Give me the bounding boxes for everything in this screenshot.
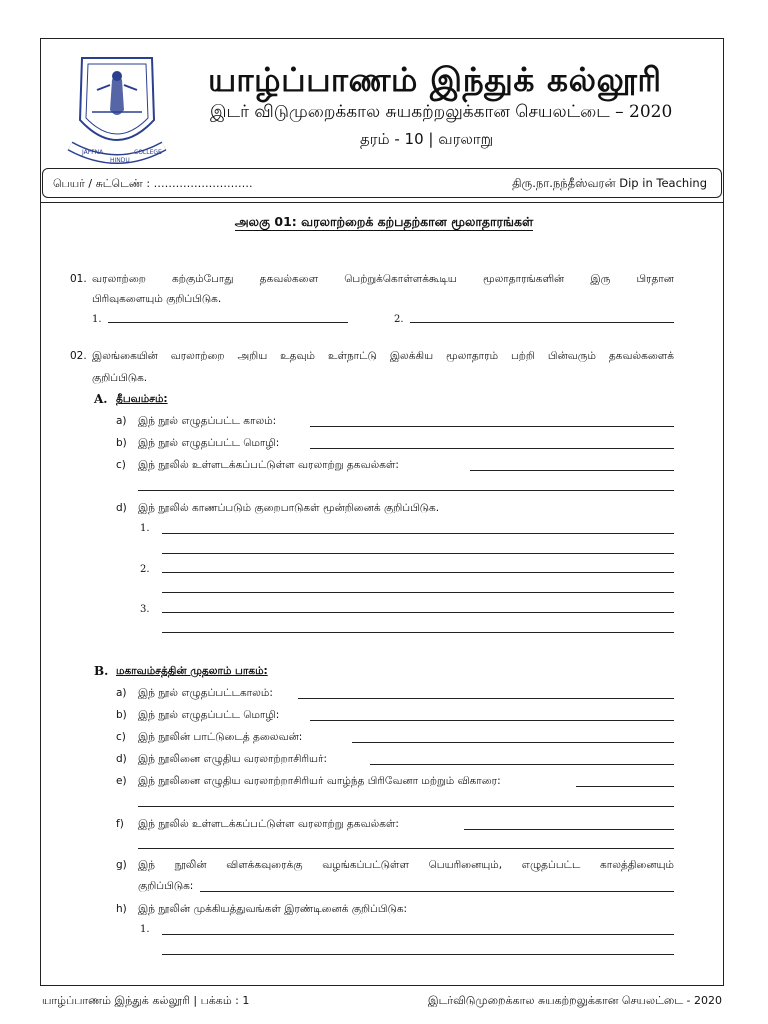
a-d-answer-1-line-1[interactable] xyxy=(162,533,674,534)
b-item-d-label: d) xyxy=(116,753,127,765)
b-item-e-line-2[interactable] xyxy=(138,806,674,807)
q1-answer-1-line[interactable] xyxy=(108,322,348,323)
q2-text: இலங்கையின் வரலாற்றை அறிய உதவும் உள்நாட்டு இலக்கிய மூலாதாரம் பற்றி பின்வரும் தகவல்களைக் xyxy=(92,350,674,362)
b-item-f-text: இந் நூலில் உள்ளடக்கப்பட்டுள்ள வரலாற்று தகவல்கள்: xyxy=(138,818,399,830)
section-a-label: A. xyxy=(94,392,108,406)
b-h-answer-1-line-1[interactable] xyxy=(162,934,674,935)
q1-text-cont: பிரிவுகளையும் குறிப்பிடுக. xyxy=(92,293,222,305)
q1-answer-2-line[interactable] xyxy=(410,322,674,323)
b-item-a-line[interactable] xyxy=(298,698,674,699)
q1-number: 01. xyxy=(70,273,87,285)
b-item-c-text: இந் நூலின் பாட்டுடைத் தலைவன்: xyxy=(138,731,303,743)
b-item-g-text-cont: குறிப்பிடுக: xyxy=(138,880,194,892)
a-item-c-text: இந் நூலில் உள்ளடக்கப்பட்டுள்ள வரலாற்று தகவல்கள்: xyxy=(138,459,399,471)
b-item-e-text: இந் நூலினை எழுதிய வரலாற்றாசிரியர் வாழ்ந்த பிரிவேனா மற்றும் விகாரை: xyxy=(138,775,501,787)
a-d-answer-1-number: 1. xyxy=(140,523,150,534)
student-info-box xyxy=(42,168,722,198)
q1-answer-2-number: 2. xyxy=(394,314,404,325)
b-item-a-text: இந் நூல் எழுதப்பட்டகாலம்: xyxy=(138,687,273,699)
b-item-h-text: இந் நூலின் முக்கியத்துவங்கள் இரண்டினைக் குறிப்பிடுக: xyxy=(138,903,408,915)
b-item-b-line[interactable] xyxy=(310,720,674,721)
a-item-a-label: a) xyxy=(116,415,127,427)
b-item-f-line-1[interactable] xyxy=(464,829,674,830)
b-item-a-label: a) xyxy=(116,687,127,699)
b-h-answer-1-number: 1. xyxy=(140,924,150,935)
a-item-b-label: b) xyxy=(116,437,127,449)
section-b-title: மகாவம்சத்தின் முதலாம் பாகம்: xyxy=(116,665,268,677)
b-item-d-text: இந் நூலினை எழுதிய வரலாற்றாசிரியர்: xyxy=(138,753,328,765)
footer-left: யாழ்ப்பாணம் இந்துக் கல்லூரி | பக்கம் : 1 xyxy=(42,994,250,1007)
section-b-label: B. xyxy=(94,664,109,678)
b-item-f-line-2[interactable] xyxy=(138,848,674,849)
a-item-d-text: இந் நூலில் காணப்படும் குறைபாடுகள் மூன்றினைக் குறிப்பிடுக. xyxy=(138,502,440,514)
school-name: யாழ்ப்பாணம் இந்துக் கல்லூரி xyxy=(208,60,662,99)
footer-right: இடர்விடுமுறைக்கால சுயகற்றலுக்கான செயலட்டை - 2020 xyxy=(427,994,722,1007)
q1-text: வரலாற்றை கற்கும்போது தகவல்களை பெற்றுக்கொள்ளக்கூடிய மூலாதாரங்களின் இரு பிரதான xyxy=(92,273,674,285)
a-item-a-line[interactable] xyxy=(310,426,674,427)
a-item-c-line-1[interactable] xyxy=(470,470,674,471)
name-index-label: பெயர் / சுட்டெண் : ……………………… xyxy=(53,177,253,190)
b-item-e-label: e) xyxy=(116,775,127,787)
b-item-g-label: g) xyxy=(116,859,127,871)
grade-subject: தரம் - 10 | வரலாறு xyxy=(360,130,494,148)
a-d-answer-2-number: 2. xyxy=(140,564,150,575)
q2-number: 02. xyxy=(70,350,87,362)
svg-text:HINDU: HINDU xyxy=(110,157,130,164)
a-d-answer-3-number: 3. xyxy=(140,604,150,615)
a-item-c-label: c) xyxy=(116,459,126,471)
b-h-answer-1-line-2[interactable] xyxy=(162,954,674,955)
a-item-c-line-2[interactable] xyxy=(138,490,674,491)
b-item-e-line-1[interactable] xyxy=(576,786,674,787)
b-item-h-label: h) xyxy=(116,903,127,915)
b-item-g-text: இந் நூலின் விளக்கவுரைக்கு வழங்கப்பட்டுள்ள பெயரினையும், எழுதப்பட்ட காலத்தினையும் xyxy=(138,859,674,871)
a-item-a-text: இந் நூல் எழுதப்பட்ட காலம்: xyxy=(138,415,277,427)
b-item-c-label: c) xyxy=(116,731,126,743)
q2-text-cont: குறிப்பிடுக. xyxy=(92,372,148,384)
a-d-answer-3-line-2[interactable] xyxy=(162,632,674,633)
a-item-d-label: d) xyxy=(116,502,127,514)
a-d-answer-2-line-2[interactable] xyxy=(162,592,674,593)
worksheet-subtitle: இடர் விடுமுறைக்கால சுயகற்றலுக்கான செயலட்டை – 2020 xyxy=(210,102,673,122)
b-item-g-line[interactable] xyxy=(200,891,674,892)
a-d-answer-2-line-1[interactable] xyxy=(162,572,674,573)
a-item-b-text: இந் நூல் எழுதப்பட்ட மொழி: xyxy=(138,437,280,449)
b-item-f-label: f) xyxy=(116,818,124,830)
section-a-title: தீபவம்சம்: xyxy=(116,393,168,405)
a-d-answer-1-line-2[interactable] xyxy=(162,553,674,554)
a-d-answer-3-line-1[interactable] xyxy=(162,612,674,613)
b-item-b-text: இந் நூல் எழுதப்பட்ட மொழி: xyxy=(138,709,280,721)
b-item-b-label: b) xyxy=(116,709,127,721)
separator xyxy=(40,202,724,203)
svg-text:COLLEGE: COLLEGE xyxy=(134,149,162,156)
svg-text:JAFFNA: JAFFNA xyxy=(82,149,104,156)
college-logo xyxy=(62,50,172,170)
q1-answer-1-number: 1. xyxy=(92,314,102,325)
teacher-name: திரு.நா.நந்தீஸ்வரன் Dip in Teaching xyxy=(512,176,707,190)
unit-title: அலகு 01: வரலாற்றைக் கற்பதற்கான மூலாதாரங்கள் xyxy=(234,214,534,229)
a-item-b-line[interactable] xyxy=(310,448,674,449)
b-item-d-line[interactable] xyxy=(370,764,674,765)
b-item-c-line[interactable] xyxy=(352,742,674,743)
